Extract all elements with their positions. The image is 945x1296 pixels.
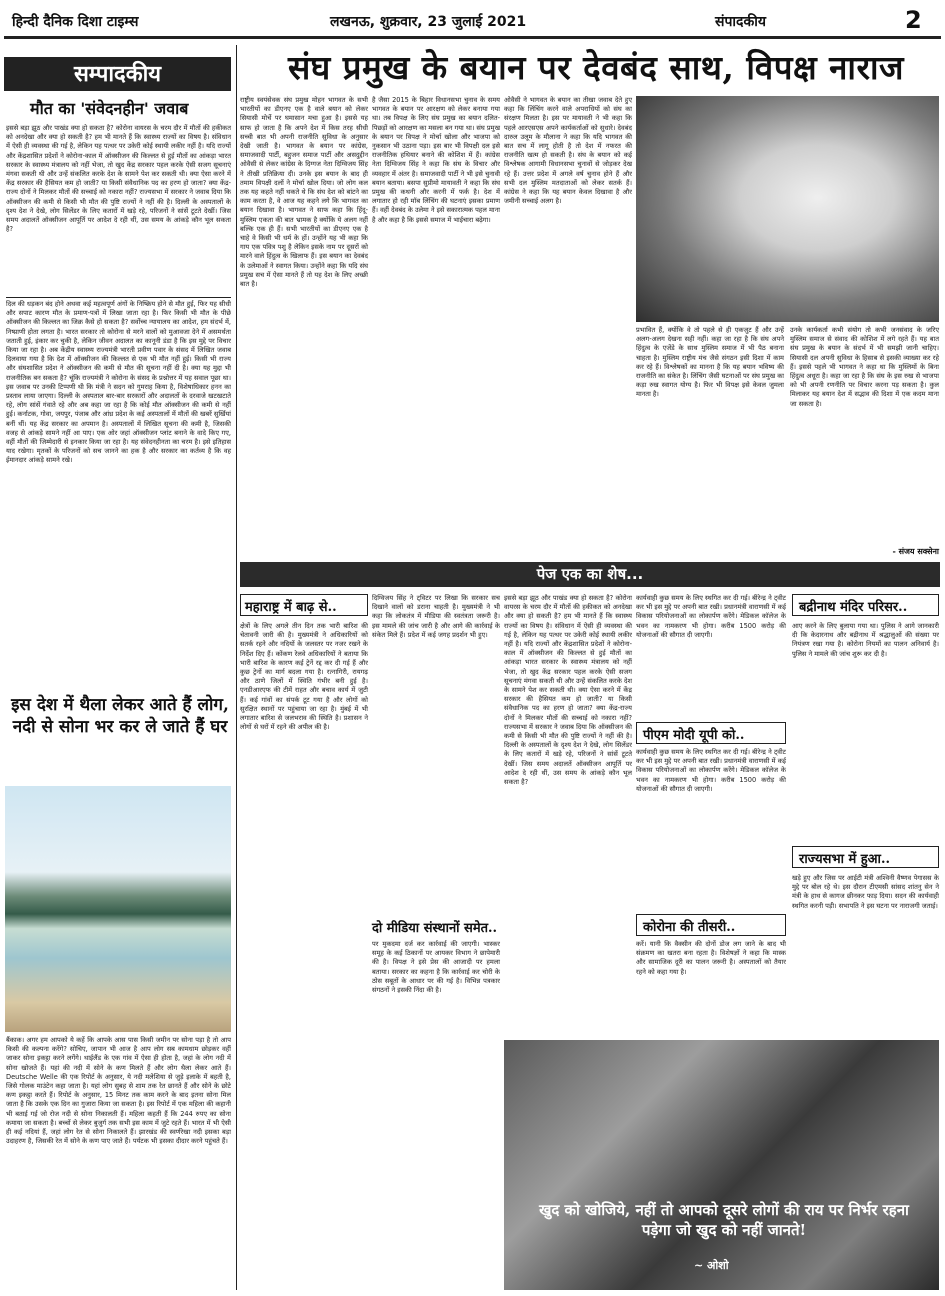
corona-body: करें। यानी कि वैक्सीन की दोनों डोज लग जाने के बाद भी संक्रमण का खतरा बना रहता है। विशेषज्ञों ने कहा कि मास्क और सामाजिक दूरी का पालन जरूरी है। अस्पतालों को तैयार रहने को कहा गया है। bbox=[636, 940, 789, 976]
maharashtra-title-box bbox=[240, 594, 368, 616]
rajyasabha-title-box bbox=[792, 846, 939, 868]
lead-story-col3: ओवैसी ने भागवत के बयान का तीखा जवाब देते हुए कहा कि लिंचिंग करने वाले अपराधियों को संघ का संरक्षण मिलता है। इस पर मायावती ने भी कहा कि पहले आरएसएस अपने कार्यकर्ताओं को सुधारे। देवबंद दारुल उलूम के मौलाना ने कहा कि यदि भागवत की बात सच में लागू होती है तो देश में नफरत की राजनीति खत्म हो सकती है। संघ के बयान को कई विश्लेषक आगामी विधानसभा चुनावों से जोड़कर देख रहे हैं। उत्तर प्रदेश में अगले वर्ष चुनाव होने हैं और सभी दल मुस्लिम मतदाताओं को लेकर सतर्क हैं। कांग्रेस ने कहा कि यह बयान केवल दिखावा है और जमीनी सच्चाई अलग है। bbox=[504, 96, 635, 206]
two-media-body: पर मुकदमा दर्ज कर कार्रवाई की जाएगी। भास्कर समूह के कई ठिकानों पर आयकर विभाग ने छापेमारी की है। विपक्ष ने इसे प्रेस की आजादी पर हमला बताया। सरकार का कहना है कि कार्रवाई कर चोरी के ठोस सबूतों के आधार पर की गई है। विभिन्न पत्रकार संगठनों ने इसकी निंदा की है। bbox=[372, 940, 503, 995]
page-one-continued-banner: पेज एक का शेष... bbox=[240, 562, 940, 587]
rajyasabha-body: खड़े हुए और जिस पर आईटी मंत्री अश्विनी वैष्णव पेगासस के मुद्दे पर बोल रहे थे। इस दौरान टीएमसी सांसद शांतनु सेन ने मंत्री के हाथ से कागज छीनकर फाड़ दिया। सदन की कार्यवाही स्थगित करनी पड़ी। सभापति ने इस घटना पर नाराजगी जताई। bbox=[792, 874, 942, 910]
dateline: लखनऊ, शुक्रवार, 23 जुलाई 2021 bbox=[330, 14, 527, 30]
divider bbox=[6, 297, 231, 298]
feature-body: बैंकाक। अगर हम आपको ये कहें कि आपके आस पास किसी जमीन पर सोना पड़ा है तो आप किसी की कल्पना करेंगे? सोचिए, जापान भी आज है आप लोग सब कामधाम छोड़कर वहीं जाकर सोना इकट्ठा करने लगेंगे। थाईलैंड के एक गांव में ऐसा ही होता है, जहां के लोग नदी में सोना खोजते हैं। यहां की नदी में सोने के कण मिलते हैं और लोग थैला लेकर आते हैं। Deutsche Welle की एक रिपोर्ट के अनुसार, ये नदी मलेशिया से जुड़े इलाके में बहती है, जिसे गोलक माउंटेन कहा जाता है। यहां लोग सुबह से शाम तक रेत छानते हैं और सोने के छोटे कण इकट्ठा करते हैं। रिपोर्ट के अनुसार, 15 मिनट तक काम करने के बाद इतना सोना मिल जाता है कि उसके एक दिन का गुजारा किया जा सकता है। इस रिपोर्ट में एक महिला की कहानी भी बताई गई जो रोज नदी से सोना निकालती हैं। महिला कहती हैं कि 244 रुपए का सोना कमाया जा सकता है। बच्चों से लेकर बुजुर्ग तक सभी इस काम में जुटे रहते हैं। भारत में भी ऐसी ही कई नदियां हैं, जहां लोग रेत से सोना निकालते हैं। झारखंड की स्वर्णरेखा नदी इसका बड़ा उदाहरण है, जिसकी रेत में सोने के कण पाए जाते हैं। पर्यटक भी इसका दीदार करने पहुंचते हैं। bbox=[6, 1036, 234, 1146]
lead-story-col5: उनके कार्यकर्ता कभी संयोग तो कभी जनसंवाद के जरिए मुस्लिम समाज से संवाद की कोशिश में लगे रहते हैं। यह बात संघ प्रमुख के बयान के संदर्भ में भी समझी जानी चाहिए। सियासी दल अपनी सुविधा के हिसाब से इसकी व्याख्या कर रहे हैं। इससे पहले भी भागवत ने कहा था कि मुस्लिमों के बिना हिंदुत्व अधूरा है। कहा जा रहा है कि संघ के इस रुख से भाजपा को भी अपनी रणनीति पर विचार करना पड़ सकता है। कुल मिलाकर यह बयान देश में सद्भाव की दिशा में एक कदम माना जा सकता है। bbox=[790, 326, 942, 408]
section-label: संपादकीय bbox=[715, 14, 766, 30]
byline: - संजय सक्सेना bbox=[892, 547, 939, 556]
maharashtra-body: क्षेत्रों के लिए अगले तीन दिन तक भारी बारिश की चेतावनी जारी की है। मुख्यमंत्री ने अधिकारियों को सतर्क रहने और नदियों के जलस्तर पर नजर रखने के निर्देश दिए हैं। कोंकण रेलवे अधिकारियों ने बताया कि भारी बारिश के कारण कई ट्रेनें रद्द कर दी गई हैं और कुछ ट्रेनों का मार्ग बदला गया है। रत्नागिरी, रायगढ़ और ठाणे जिलों में स्थिति गंभीर बनी हुई है। एनडीआरएफ की टीमें राहत और बचाव कार्य में जुटी हैं। कई गांवों का संपर्क टूट गया है और लोगों को सुरक्षित स्थानों पर पहुंचाया जा रहा है। मुंबई में भी लगातार बारिश से जलभराव की स्थिति है। प्रशासन ने लोगों से घरों में रहने की अपील की है। bbox=[240, 622, 371, 732]
pm-modi-body: कार्यवाही कुछ समय के लिए स्थगित कर दी गई। बीरेन्द्र ने ट्वीट कर भी इस मुद्दे पर अपनी बात रखी। प्रधानमंत्री वाराणसी में कई विकास परियोजनाओं का लोकार्पण करेंगे। मेडिकल कॉलेज के भवन का नामकरण भी होगा। करीब 1500 करोड़ की योजनाओं की सौगात दी जाएगी। bbox=[636, 748, 789, 793]
editorial-body: इससे बड़ा झूठ और पाखंड क्या हो सकता है? कोरोना वायरस के चरम दौर में मौतों की हकीकत को अनदेखा और क्या हो सकती है? हम भी मानते हैं कि स्वास्थ्य राज्यों का विषय है। संविधान में ऐसी ही व्यवस्था की गई है, लेकिन यह पत्थर पर उकेरी कोई स्थायी लकीर नहीं है। यदि राज्यों और केंद्रशासित प्रदेशों ने कोरोना-काल में ऑक्सीजन की किल्लत से हुई मौतों का आंकड़ा भारत सरकार के स्वास्थ्य मंत्रालय को नहीं भेजा, तो खुद केंद्र सरकार पहल करके ऐसी सजग सूचनाएं मंगवा सकती थी और उन्हें संकलित करके देश के सामने पेश कर सकती थी। क्या ऐसा करने में केंद्र सरकार की हैसियत कम हो जाती? या किसी संवैधानिक पद का हरण हो जाता? क्या केंद्र-राज्य दोनों ने मिलकर मौतों की सच्चाई को नकारा नहीं? राज्यसभा में सरकार ने जवाब दिया कि ऑक्सीजन की कमी से किसी भी मौत की पुष्टि राज्यों ने नहीं की है। दिल्ली के अस्पतालों के दृश्य देश ने देखे, लोग सिलेंडर के लिए कतारों में खड़े रहे, परिजनों ने सांसें टूटते देखीं। जिस समय अदालतें ऑक्सीजन आपूर्ति पर आदेश दे रही थीं, उस समय के आंकड़े कौन भूल सकता है? bbox=[6, 124, 234, 234]
column-divider bbox=[236, 45, 237, 1290]
corona-title-box bbox=[636, 914, 786, 936]
header-rule bbox=[4, 36, 941, 39]
badrinath-title: बद्रीनाथ मंदिर परिसर.. bbox=[799, 600, 908, 615]
pm-modi-title-box bbox=[636, 722, 786, 744]
corona-title: कोरोना की तीसरी.. bbox=[643, 920, 736, 935]
lead-story-col1: राष्ट्रीय स्वयंसेवक संघ प्रमुख मोहन भागवत के सभी भारतीयों का डीएनए एक है वाले बयान को लेकर सियासी मोर्चे पर घमासान मचा हुआ है। इससे यह साफ हो जाता है कि अपने देश में किस तरह सीधी सच्ची बात भी अपनी राजनीति सुविधा के अनुसार देखी जाती है। भागवत के बयान पर कांग्रेस, समाजवादी पार्टी, बहुजन समाज पार्टी और असदुद्दीन ओवैसी से लेकर कांग्रेस के दिग्गज नेता दिग्विजय सिंह ने तीखी प्रतिक्रिया दी। उनके इस बयान के बाद ही तमाम विपक्षी दलों ने मोर्चा खोल दिया। जो लोग कल तक यह कहते नहीं थकते थे कि संघ देश को बांटने का काम करता है, वे आज यह कहने लगे कि भागवत का बयान दिखावा है। भागवत ने साफ कहा कि हिंदू-मुस्लिम एकता की बात भ्रामक है क्योंकि ये अलग नहीं बल्कि एक ही हैं। सभी भारतीयों का डीएनए एक है चाहे वे किसी भी धर्म के हों। उन्होंने यह भी कहा कि गाय एक पवित्र पशु है लेकिन इसके नाम पर दूसरों को मारने वाले हिंदुत्व के खिलाफ हैं। इस बयान का देवबंद के उलेमाओं ने स्वागत किया। उन्होंने कहा कि यदि संघ प्रमुख सच में ऐसा मानते हैं तो यह देश के लिए अच्छी बात है। bbox=[240, 96, 371, 289]
quote-box bbox=[504, 1040, 939, 1290]
editorial-continued: दिल की धड़कन बंद होने अथवा कई महत्वपूर्ण अंगों के निष्क्रिय होने से मौत हुई, फिर यह सीधी और सपाट कारण मौत के प्रमाण-पत्रों में लिखा जाता रहा है। फिर किसी भी मौत के पीछे ऑक्सीजन की किल्लत का जिक्र कैसे हो सकता है? सर्वोच्च न्यायालय का आदेश, हम संदर्भ में, निष्प्राणी होता लगता है। भारत सरकार तो कोरोना से मरने वालों को मुआवजा देने में असमर्थता जताती हुई, इंकार कर चुकी है, लेकिन जीवन अदालत का कानूनी डंडा है कि इस मुद्दे पर विचार किया जा रहा है। अब केंद्रीय स्वास्थ्य राज्यमंत्री भारती प्रवीण पवार के संसद में लिखित जवाब दिलवाया गया है कि देश में ऑक्सीजन की किल्लत से एक भी मौत नहीं हुई। किसी भी राज्य और संघशासित प्रदेश ने ऑक्सीजन की कमी से मौत की सूचना नहीं दी है। क्या यह मुद्दा भी राजनीतिक बन सकता है? चूंकि राज्यमंत्री ने कोरोना के संसद के प्रश्नोत्तर में यह सवाल पूछा था। इस जवाब पर उनकी टिप्पणी थी कि मंत्री ने सदन को गुमराह किया है, विशेषाधिकार हनन का प्रस्ताव लाया जाएगा। दिल्ली के अस्पताल बार-बार सरकारों और अदालतों के दरवाजे खटखटाते रहे, लोग सांसें गंवाते रहे और अब कहा जा रहा है कि कोई मौत ऑक्सीजन की कमी से नहीं हुई। कर्नाटक, गोवा, जयपुर, पंजाब और आंध्र प्रदेश के कई अस्पतालों में मौतों की खबरें सुर्खियां बनीं थीं। यह केंद्र सरकार का अपमान है। अस्पतालों में लिखित सूचना की कमी है, जिसकी वजह से आंकड़े सामने नहीं आ पाए। एक ओर जहां ऑक्सीजन प्लांट बनाने के वादे किए गए, वहीं मौतों की जिम्मेदारी से इनकार किया जा रहा है। यह संवेदनहीनता का चरम है। इसे इतिहास याद रखेगा। मृतकों के परिजनों को सच जानने का हक है और सरकार का कर्तव्य है कि वह ईमानदार आंकड़े सामने रखे। bbox=[6, 300, 234, 465]
rajyasabha-title: राज्यसभा में हुआ.. bbox=[799, 852, 891, 867]
quote-text: खुद को खोजिये, नहीं तो आपको दूसरे लोगों की राय पर निर्भर रहना पड़ेगा जो खुद को नहीं जानते! bbox=[539, 1201, 909, 1239]
speaker-photo bbox=[636, 96, 939, 322]
quote-author: ~ ओशो bbox=[694, 1259, 729, 1272]
continued-text-2: इससे बड़ा झूठ और पाखंड क्या हो सकता है? कोरोना वायरस के चरम दौर में मौतों की हकीकत को अनदेखा और क्या हो सकती है? हम भी मानते हैं कि स्वास्थ्य राज्यों का विषय है। संविधान में ऐसी ही व्यवस्था की गई है, लेकिन यह पत्थर पर उकेरी कोई स्थायी लकीर नहीं है। यदि राज्यों और केंद्रशासित प्रदेशों ने कोरोना-काल में ऑक्सीजन की किल्लत से हुई मौतों का आंकड़ा भारत सरकार के स्वास्थ्य मंत्रालय को नहीं भेजा, तो खुद केंद्र सरकार पहल करके ऐसी सजग सूचनाएं मंगवा सकती थी और उन्हें संकलित करके देश के सामने पेश कर सकती थी। क्या ऐसा करने में केंद्र सरकार की हैसियत कम हो जाती? या किसी संवैधानिक पद का हरण हो जाता? क्या केंद्र-राज्य दोनों ने मिलकर मौतों की सच्चाई को नकारा नहीं? राज्यसभा में सरकार ने जवाब दिया कि ऑक्सीजन की कमी से किसी भी मौत की पुष्टि राज्यों ने नहीं की है। दिल्ली के अस्पतालों के दृश्य देश ने देखे, लोग सिलेंडर के लिए कतारों में खड़े रहे, परिजनों ने सांसें टूटते देखीं। जिस समय अदालतें ऑक्सीजन आपूर्ति पर आदेश दे रही थीं, उस समय के आंकड़े कौन भूल सकता है? bbox=[504, 594, 635, 787]
lead-story-col2: है जैसा 2015 के बिहार विधानसभा चुनाव के समय भागवत के बयान पर आरक्षण को लेकर बनाया गया था। तब विपक्ष के लिए संघ प्रमुख का बयान दलित-पिछड़ों को आरक्षण का मसला बन गया था। संघ प्रमुख के बयान पर विपक्ष ने मोर्चा खोला और भाजपा को नुकसान भी उठाना पड़ा। इस बार भी विपक्षी दल इसे राजनीतिक हथियार बनाने की कोशिश में हैं। कांग्रेस नेता दिग्विजय सिंह ने कहा कि संघ के विचार और व्यवहार में अंतर है। समाजवादी पार्टी ने भी इसे चुनावी बयान बताया। बसपा सुप्रीमो मायावती ने कहा कि संघ प्रमुख की कथनी और करनी में फर्क है। देश में लगातार हो रही मॉब लिंचिंग की घटनाएं इसका प्रमाण हैं। वहीं देवबंद के उलेमा ने इसे सकारात्मक पहल माना है और कहा है कि इससे समाज में भाईचारा बढ़ेगा। bbox=[372, 96, 503, 224]
two-media-title: दो मीडिया संस्थानों समेत.. bbox=[372, 921, 498, 936]
pm-modi-lead: कार्यवाही कुछ समय के लिए स्थगित कर दी गई। बीरेन्द्र ने ट्वीट कर भी इस मुद्दे पर अपनी बात रखी। प्रधानमंत्री वाराणसी में कई विकास परियोजनाओं का लोकार्पण करेंगे। मेडिकल कॉलेज के भवन का नामकरण भी होगा। करीब 1500 करोड़ की योजनाओं की सौगात दी जाएगी। bbox=[636, 594, 789, 639]
badrinath-title-box bbox=[792, 594, 939, 616]
editorial-masthead: सम्पादकीय bbox=[4, 57, 231, 91]
paper-name: हिन्दी दैनिक दिशा टाइम्स bbox=[12, 14, 139, 30]
river-gold-photo bbox=[5, 786, 231, 1032]
lead-story-col4: प्रभावित हैं, क्योंकि वे तो पहले से ही एकजुट हैं और उन्हें अलग-अलग देखना सही नहीं। कहा जा रहा है कि संघ अपने हिंदुत्व के एजेंडे के साथ मुस्लिम समाज में भी पैठ बनाना चाहता है। मुस्लिम राष्ट्रीय मंच जैसे संगठन इसी दिशा में काम कर रहे हैं। विश्लेषकों का मानना है कि यह बयान भविष्य की राजनीति का संकेत है। लिंचिंग जैसी घटनाओं पर संघ प्रमुख का कड़ा रुख स्वागत योग्य है। फिर भी विपक्ष इसे केवल जुमला मानता है। bbox=[636, 326, 787, 399]
continued-text: दिग्विजय सिंह ने ट्विटर पर लिखा कि सरकार सच दिखाने वालों को डराना चाहती है। मुख्यमंत्री ने भी कहा कि लोकतंत्र में मीडिया की स्वतंत्रता जरूरी है। इस मामले की जांच जारी है और आगे की कार्रवाई के संकेत मिले हैं। प्रदेश में कई जगह प्रदर्शन भी हुए। bbox=[372, 594, 503, 639]
feature-title: इस देश में थैला लेकर आते हैं लोग, नदी से सोना भर कर ले जाते हैं घर bbox=[11, 695, 229, 737]
badrinath-body: आए करने के लिए बुलाया गया था। पुलिस ने आगे जानकारी दी कि केदारनाथ और बद्रीनाथ में श्रद्धालुओं की संख्या पर नियंत्रण रखा गया है। कोरोना नियमों का पालन अनिवार्य है। पुलिस ने मामले की जांच शुरू कर दी है। bbox=[792, 622, 942, 658]
pm-modi-title: पीएम मोदी यूपी को.. bbox=[643, 728, 745, 743]
editorial-title: मौत का 'संवेदनहीन' जवाब bbox=[30, 99, 189, 118]
maharashtra-title: महाराष्ट्र में बाढ़ से.. bbox=[245, 600, 337, 615]
page-number: 2 bbox=[905, 6, 922, 34]
main-headline: संघ प्रमुख के बयान पर देवबंद साथ, विपक्ष नाराज bbox=[287, 48, 905, 87]
